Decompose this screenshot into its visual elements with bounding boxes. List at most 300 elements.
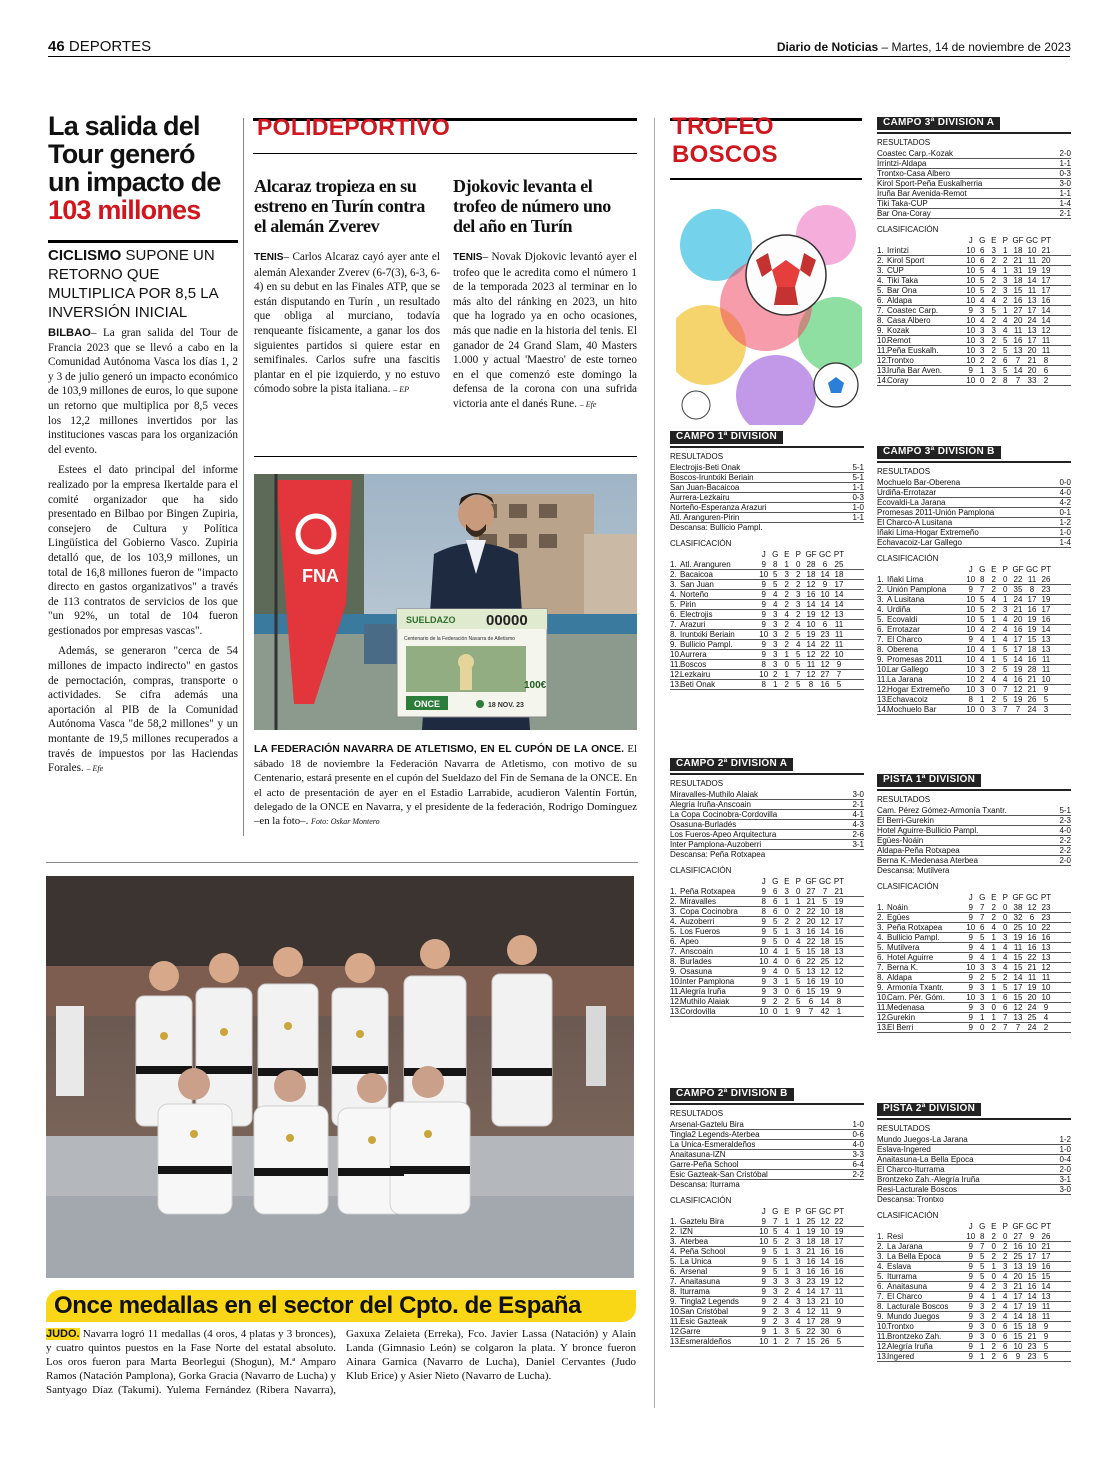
standings-value: 4 xyxy=(980,1282,985,1292)
standings-value: 10 xyxy=(966,645,976,655)
standings-team: Muthilo Alaiak xyxy=(680,997,730,1007)
standings-team: Bacaicoa xyxy=(680,570,713,580)
standings-team: Aldapa xyxy=(887,296,912,306)
standings-value: 3 xyxy=(980,685,985,695)
standings-row xyxy=(670,1307,864,1317)
standings-value: 7 xyxy=(808,1007,814,1017)
standings-value: 0 xyxy=(991,1242,996,1252)
standings-value: 7 xyxy=(1015,705,1021,715)
result-score: 1-0 xyxy=(1059,528,1071,538)
standings-value: 10 xyxy=(966,923,976,933)
standings-team: Electrojis xyxy=(680,610,713,620)
standings-value: 8 xyxy=(968,695,973,705)
standings-value: 11 xyxy=(1027,286,1037,296)
result-row xyxy=(670,493,864,503)
result-row xyxy=(670,810,864,820)
standings-value: 2 xyxy=(784,997,789,1007)
standings-value: 5 xyxy=(773,1247,778,1257)
standings-value: 42 xyxy=(820,1007,830,1017)
standings-value: 9 xyxy=(761,937,766,947)
result-score: 1-1 xyxy=(852,483,864,493)
football-art-illustration xyxy=(676,205,862,425)
standings-value: 5 xyxy=(1003,665,1008,675)
standings-team: Anaitasuna xyxy=(887,1282,928,1292)
result-match: Anaitasuna-IZN xyxy=(670,1150,726,1160)
standings-value: 11 xyxy=(1013,943,1023,953)
standings-position: 7. xyxy=(877,1292,884,1302)
standings-team: Atl. Aranguren xyxy=(680,560,731,570)
result-score: 2-3 xyxy=(1059,816,1071,826)
standings-position: 8. xyxy=(877,645,884,655)
standings-row xyxy=(670,630,864,640)
standings-row xyxy=(670,580,864,590)
result-match: Mochuelo Bar-Oberena xyxy=(877,478,961,488)
standings-value: 25 xyxy=(1013,923,1023,933)
caption-kicker: LA FEDERACIÓN NAVARRA DE ATLETISMO, EN EL CUPÓN DE LA ONCE. xyxy=(254,744,624,755)
standings-value: 9 xyxy=(761,560,766,570)
banner-text: FNA xyxy=(302,566,339,586)
standings-value: 21 xyxy=(1013,605,1023,615)
standings-value: 11 xyxy=(820,1307,830,1317)
standings-row xyxy=(877,1302,1071,1312)
standings-value: 2 xyxy=(991,1282,996,1292)
standings-position: 9. xyxy=(670,967,677,977)
standings-value: 10 xyxy=(966,605,976,615)
standings-position: 13. xyxy=(670,1007,682,1017)
standings-value: 16 xyxy=(806,927,816,937)
standings-column-header: J xyxy=(761,877,766,887)
standings-value: 19 xyxy=(806,610,816,620)
standings-value: 1 xyxy=(784,650,789,660)
djokovic-headline: Djokovic levanta el trofeo de número uno del año en Turín xyxy=(453,176,611,236)
standings-column-header: P xyxy=(795,1207,801,1217)
standings-team: Mochuelo Bar xyxy=(887,705,937,715)
standings-value: 10 xyxy=(966,356,976,366)
standings-value: 19 xyxy=(1041,266,1051,276)
standings-value: 31 xyxy=(1013,266,1023,276)
standings-value: 4 xyxy=(991,266,996,276)
standings-row xyxy=(670,1007,864,1017)
rest-team: Descansa: Iturrama xyxy=(670,1180,740,1190)
standings-value: 4 xyxy=(784,610,789,620)
page-number: 46 xyxy=(48,38,65,55)
standings-value: 5 xyxy=(773,1267,778,1277)
standings-team: Bar Ona xyxy=(887,286,917,296)
standings-value: 10 xyxy=(966,993,976,1003)
standings-row xyxy=(670,570,864,580)
standings-value: 1 xyxy=(796,1227,801,1237)
standings-row xyxy=(877,296,1071,306)
standings-value: 11 xyxy=(1041,336,1051,346)
standings-value: 26 xyxy=(1027,695,1037,705)
standings-position: 11. xyxy=(877,675,888,685)
standings-team: San Juan xyxy=(680,580,714,590)
standings-value: 7 xyxy=(836,670,842,680)
standings-position: 8. xyxy=(877,1302,884,1312)
standings-value: 4 xyxy=(980,316,985,326)
standings-value: 21 xyxy=(1013,1282,1023,1292)
standings-column-header: PT xyxy=(1040,565,1052,575)
standings-column-header: E xyxy=(991,565,997,575)
standings-value: 1 xyxy=(991,993,996,1003)
result-score: 5-1 xyxy=(852,473,864,483)
standings-value: 33 xyxy=(1027,376,1037,386)
standings-value: 9 xyxy=(796,1007,801,1017)
standings-position: 6. xyxy=(877,953,884,963)
standings-value: 10 xyxy=(820,1227,830,1237)
standings-column-header: GF xyxy=(1012,236,1024,246)
standings-value: 16 xyxy=(1041,615,1051,625)
standings-value: 5 xyxy=(796,947,801,957)
coupon-date: 18 NOV. 23 xyxy=(488,702,524,709)
league-header xyxy=(670,431,864,448)
standings-position: 1. xyxy=(877,1232,884,1242)
tour-lead-kicker: CICLISMO xyxy=(48,247,122,264)
standings-value: 1 xyxy=(991,615,996,625)
coupon-brand: ONCE xyxy=(414,699,441,709)
trofeo-title-line: TROFEO xyxy=(672,113,774,140)
result-row xyxy=(877,806,1071,816)
standings-value: 9 xyxy=(968,1292,973,1302)
standings-row xyxy=(670,1237,864,1247)
standings-value: 10 xyxy=(759,1227,769,1237)
result-match: Inter Pamplona-Auzoberri xyxy=(670,840,762,850)
result-match: Coastec Carp.-Kozak xyxy=(877,149,954,159)
standings-value: 2 xyxy=(991,346,996,356)
standings-position: 3. xyxy=(670,907,677,917)
standings-column-header: G xyxy=(979,1222,986,1232)
standings-row xyxy=(670,560,864,570)
standings-team: Iruña Bar Aven. xyxy=(887,366,942,376)
standings-value: 9 xyxy=(968,943,973,953)
standings-value: 2 xyxy=(991,575,996,585)
standings-row xyxy=(670,620,864,630)
standings-value: 22 xyxy=(806,1327,816,1337)
standings-position: 4. xyxy=(670,1247,677,1257)
standings-value: 9 xyxy=(968,1342,973,1352)
standings-team: Alegría Iruña xyxy=(887,1342,933,1352)
result-score: 1-4 xyxy=(1059,538,1071,548)
standings-value: 2 xyxy=(784,1337,789,1347)
result-score: 3-1 xyxy=(852,840,864,850)
standings-team: Urdiña xyxy=(887,605,911,615)
standings-value: 21 xyxy=(1027,675,1037,685)
standings-value: 19 xyxy=(1041,595,1051,605)
standings-value: 9 xyxy=(968,1282,973,1292)
standings-header xyxy=(877,1222,1071,1232)
judo-text: Navarra logró 11 medallas (4 oros, 4 platas y 3 bronces), y cuatro quintos puestos en la Fase Norte del estatal absoluto. Los oros fueron para Marta Beorlegui (Shogun), M.ª Amparo Ramos (Natación Pamplona), Gorka Gracia (Navarro de Lucha) y Santyago Díaz (Takumi). Yulema Fernández (Ribera Navarra), Gaxuxa Zelaieta (Erreka), Fco. Javier Lassa (Natación) y Alain Landa (Gimnasio León) se colgaron la plata. Y bronce fueron Ainara Garnica (Navarro de Lucha), Daniel Cervantes (Judo Klub Erice) y Asier Nieto (Navarro de Lucha). xyxy=(46,1328,636,1396)
result-row xyxy=(670,473,864,483)
standings-value: 17 xyxy=(806,1317,816,1327)
standings-row xyxy=(670,670,864,680)
standings-value: 14 xyxy=(806,640,816,650)
standings-position: 1. xyxy=(877,575,884,585)
standings-team: Bullicio Pampl. xyxy=(680,640,733,650)
section-separator xyxy=(46,862,638,863)
standings-value: 24 xyxy=(1027,1023,1037,1033)
standings-value: 10 xyxy=(966,266,976,276)
standings-value: 5 xyxy=(796,650,801,660)
standings-value: 8 xyxy=(1003,376,1008,386)
standings-value: 13 xyxy=(834,947,844,957)
standings-value: 0 xyxy=(991,1322,996,1332)
standings-position: 11. xyxy=(670,987,681,997)
standings-value: 24 xyxy=(1027,705,1037,715)
standings-value: 3 xyxy=(784,1307,789,1317)
standings-position: 9. xyxy=(670,640,677,650)
standings-value: 14 xyxy=(1027,1292,1037,1302)
result-match: Atl. Aranguren-Pirin xyxy=(670,513,740,523)
standings-position: 14. xyxy=(877,376,889,386)
standings-value: 0 xyxy=(1003,585,1008,595)
result-score: 1-2 xyxy=(1059,1135,1071,1145)
standings-value: 17 xyxy=(1027,1252,1037,1262)
standings-team: Kirol Sport xyxy=(887,256,925,266)
standings-value: 3 xyxy=(980,1312,985,1322)
standings-value: 13 xyxy=(1013,346,1023,356)
standings-value: 11 xyxy=(834,630,844,640)
league-header xyxy=(877,774,1071,791)
standings-value: 7 xyxy=(1015,1023,1021,1033)
rest-row xyxy=(670,1180,864,1190)
standings-value: 14 xyxy=(1041,1282,1051,1292)
standings-value: 9 xyxy=(836,660,842,670)
standings-value: 4 xyxy=(1043,1013,1049,1023)
standings-value: 2 xyxy=(991,605,996,615)
standings-value: 16 xyxy=(1027,1282,1037,1292)
standings-value: 0 xyxy=(1003,913,1008,923)
standings-value: 8 xyxy=(761,660,766,670)
standings-value: 10 xyxy=(966,675,976,685)
standings-value: 6 xyxy=(773,907,778,917)
standings-value: 9 xyxy=(968,1272,973,1282)
standings-column-header: GC xyxy=(819,550,831,560)
standings-row xyxy=(670,1267,864,1277)
standings-value: 2 xyxy=(784,640,789,650)
standings-position: 4. xyxy=(877,605,884,615)
standings-value: 17 xyxy=(1027,336,1037,346)
standings-value: 1 xyxy=(1003,595,1008,605)
standings-value: 9 xyxy=(761,1327,766,1337)
standings-value: 2 xyxy=(980,973,985,983)
standings-value: 22 xyxy=(806,957,816,967)
standings-value: 9 xyxy=(968,585,973,595)
standings-value: 5 xyxy=(980,615,985,625)
standings-value: 10 xyxy=(966,256,976,266)
standings-value: 9 xyxy=(761,1257,766,1267)
standings-column-header: E xyxy=(784,1207,790,1217)
result-score: 0-6 xyxy=(852,1130,864,1140)
standings-value: 1 xyxy=(1003,246,1008,256)
standings-team: Anscoain xyxy=(680,947,713,957)
standings-value: 9 xyxy=(968,933,973,943)
standings-value: 9 xyxy=(1043,1332,1049,1342)
standings-value: 21 xyxy=(1027,963,1037,973)
standings-value: 3 xyxy=(773,660,778,670)
standings-value: 11 xyxy=(1041,973,1051,983)
standings-value: 9 xyxy=(761,997,766,1007)
standings-team: La Unica xyxy=(680,1257,712,1267)
standings-value: 17 xyxy=(1027,306,1037,316)
result-score: 2-6 xyxy=(852,830,864,840)
standings-value: 14 xyxy=(834,590,844,600)
standings-value: 9 xyxy=(968,1013,973,1023)
result-score: 2-0 xyxy=(1059,149,1071,159)
standings-row xyxy=(877,973,1071,983)
standings-value: 9 xyxy=(761,610,766,620)
standings-position: 7. xyxy=(877,635,884,645)
result-match: San Juan-Bacaicoa xyxy=(670,483,740,493)
standings-team: Peña School xyxy=(680,1247,726,1257)
rest-row xyxy=(670,523,864,533)
result-score: 2-2 xyxy=(852,1170,864,1180)
standings-value: 2 xyxy=(991,376,996,386)
standings-value: 12 xyxy=(1013,685,1023,695)
standings-value: 17 xyxy=(1041,605,1051,615)
standings-team: IZN xyxy=(680,1227,693,1237)
standings-value: 17 xyxy=(1013,1302,1023,1312)
standings-value: 6 xyxy=(796,957,801,967)
standings-value: 1 xyxy=(991,645,996,655)
standings-row xyxy=(877,326,1071,336)
standings-value: 1 xyxy=(784,977,789,987)
result-score: 2-1 xyxy=(1059,209,1071,219)
result-match: Tingla2 Legends-Aterbea xyxy=(670,1130,760,1140)
standings-row xyxy=(670,987,864,997)
standings-value: 11 xyxy=(1041,655,1051,665)
standings-value: 2 xyxy=(773,1297,778,1307)
standings-value: 1 xyxy=(980,1352,985,1362)
league-title: PISTA 2ª DIVISIÓN xyxy=(877,1103,981,1116)
standings-value: 30 xyxy=(820,1327,830,1337)
standings-value: 3 xyxy=(1003,933,1008,943)
standings-row xyxy=(670,1217,864,1227)
standings-value: 6 xyxy=(1003,1003,1008,1013)
standings-value: 10 xyxy=(806,620,816,630)
standings-position: 12. xyxy=(877,1342,889,1352)
standings-column-header: G xyxy=(772,1207,779,1217)
standings-value: 3 xyxy=(980,963,985,973)
standings-value: 2 xyxy=(773,670,778,680)
standings-value: 5 xyxy=(773,570,778,580)
standings-team: La Bella Epoca xyxy=(887,1252,941,1262)
standings-value: 9 xyxy=(968,1003,973,1013)
standings-team: Hotel Aguirre xyxy=(887,953,934,963)
standings-value: 4 xyxy=(1003,615,1008,625)
standings-position: 7. xyxy=(670,620,677,630)
standings-value: 0 xyxy=(784,907,789,917)
page-header-left xyxy=(48,38,151,55)
standings-value: 1 xyxy=(991,655,996,665)
standings-row xyxy=(670,937,864,947)
standings-value: 13 xyxy=(1041,953,1051,963)
standings-value: 4 xyxy=(773,947,778,957)
rest-team: Descansa: Mutilvera xyxy=(877,866,950,876)
standings-value: 19 xyxy=(834,1227,844,1237)
tour-headline-line: La salida del xyxy=(48,111,200,141)
result-row xyxy=(670,790,864,800)
standings-value: 5 xyxy=(796,997,801,1007)
standings-value: 0 xyxy=(784,967,789,977)
standings-row xyxy=(877,1023,1071,1033)
result-row xyxy=(670,840,864,850)
standings-position: 8. xyxy=(877,973,884,983)
result-row xyxy=(877,528,1071,538)
standings-value: 4 xyxy=(784,1297,789,1307)
standings-team: Lezkairu xyxy=(680,670,711,680)
standings-value: 23 xyxy=(1041,913,1051,923)
standings-position: 7. xyxy=(877,963,884,973)
standings-team: Gurekin xyxy=(887,1013,916,1023)
standings-value: 2 xyxy=(784,620,789,630)
standings-value: 6 xyxy=(1003,1332,1008,1342)
standings-row xyxy=(877,665,1071,675)
standings-team: Trontxo xyxy=(887,356,914,366)
standings-value: 25 xyxy=(806,1217,816,1227)
standings-value: 9 xyxy=(761,1287,766,1297)
standings-value: 1 xyxy=(784,897,789,907)
standings-team: Irrintzi xyxy=(887,246,909,256)
standings-value: 11 xyxy=(1041,346,1051,356)
standings-position: 3. xyxy=(877,595,884,605)
standings-team: Peña Rotxapea xyxy=(680,887,736,897)
standings-row xyxy=(670,1297,864,1307)
standings-value: 13 xyxy=(1027,326,1037,336)
standings-value: 18 xyxy=(834,570,844,580)
result-match: Arsenal-Gaztelu Bira xyxy=(670,1120,744,1130)
standings-value: 3 xyxy=(773,650,778,660)
standings-value: 5 xyxy=(980,1252,985,1262)
standings-value: 3 xyxy=(1003,1262,1008,1272)
standings-value: 3 xyxy=(796,1247,801,1257)
standings-value: 3 xyxy=(980,1003,985,1013)
alcaraz-credit: – EP xyxy=(393,385,409,395)
standings-column-header: P xyxy=(795,550,801,560)
standings-position: 3. xyxy=(877,923,884,933)
standings-value: 10 xyxy=(966,685,976,695)
standings-column-header: G xyxy=(979,893,986,903)
standings-value: 18 xyxy=(1027,1322,1037,1332)
standings-value: 5 xyxy=(1003,346,1008,356)
standings-position: 2. xyxy=(877,913,884,923)
standings-row xyxy=(670,640,864,650)
standings-value: 9 xyxy=(761,987,766,997)
standings-row xyxy=(877,685,1071,695)
standings-row xyxy=(877,1232,1071,1242)
standings-value: 10 xyxy=(759,630,769,640)
standings-row xyxy=(877,1242,1071,1252)
standings-team: Miravalles xyxy=(680,897,717,907)
result-row xyxy=(670,1130,864,1140)
standings-value: 16 xyxy=(1013,296,1023,306)
standings-row xyxy=(670,1317,864,1327)
standings-value: 1 xyxy=(784,1217,789,1227)
result-match: Hotel Aguirre-Bullicio Pampl. xyxy=(877,826,979,836)
standings-value: 10 xyxy=(966,286,976,296)
standings-team: Gaztelu Bira xyxy=(680,1217,725,1227)
standings-column-header: J xyxy=(968,1222,973,1232)
standings-value: 7 xyxy=(1003,1023,1008,1033)
standings-team: Berna K. xyxy=(887,963,919,973)
standings-value: 21 xyxy=(1041,246,1051,256)
standings-value: 12 xyxy=(820,660,830,670)
standings-value: 9 xyxy=(761,1307,766,1317)
standings-value: 1 xyxy=(991,1262,996,1272)
results-label: RESULTADOS xyxy=(877,795,931,804)
tour-body xyxy=(48,326,238,777)
standings-value: 10 xyxy=(759,1007,769,1017)
standings-position: 12. xyxy=(670,1327,682,1337)
